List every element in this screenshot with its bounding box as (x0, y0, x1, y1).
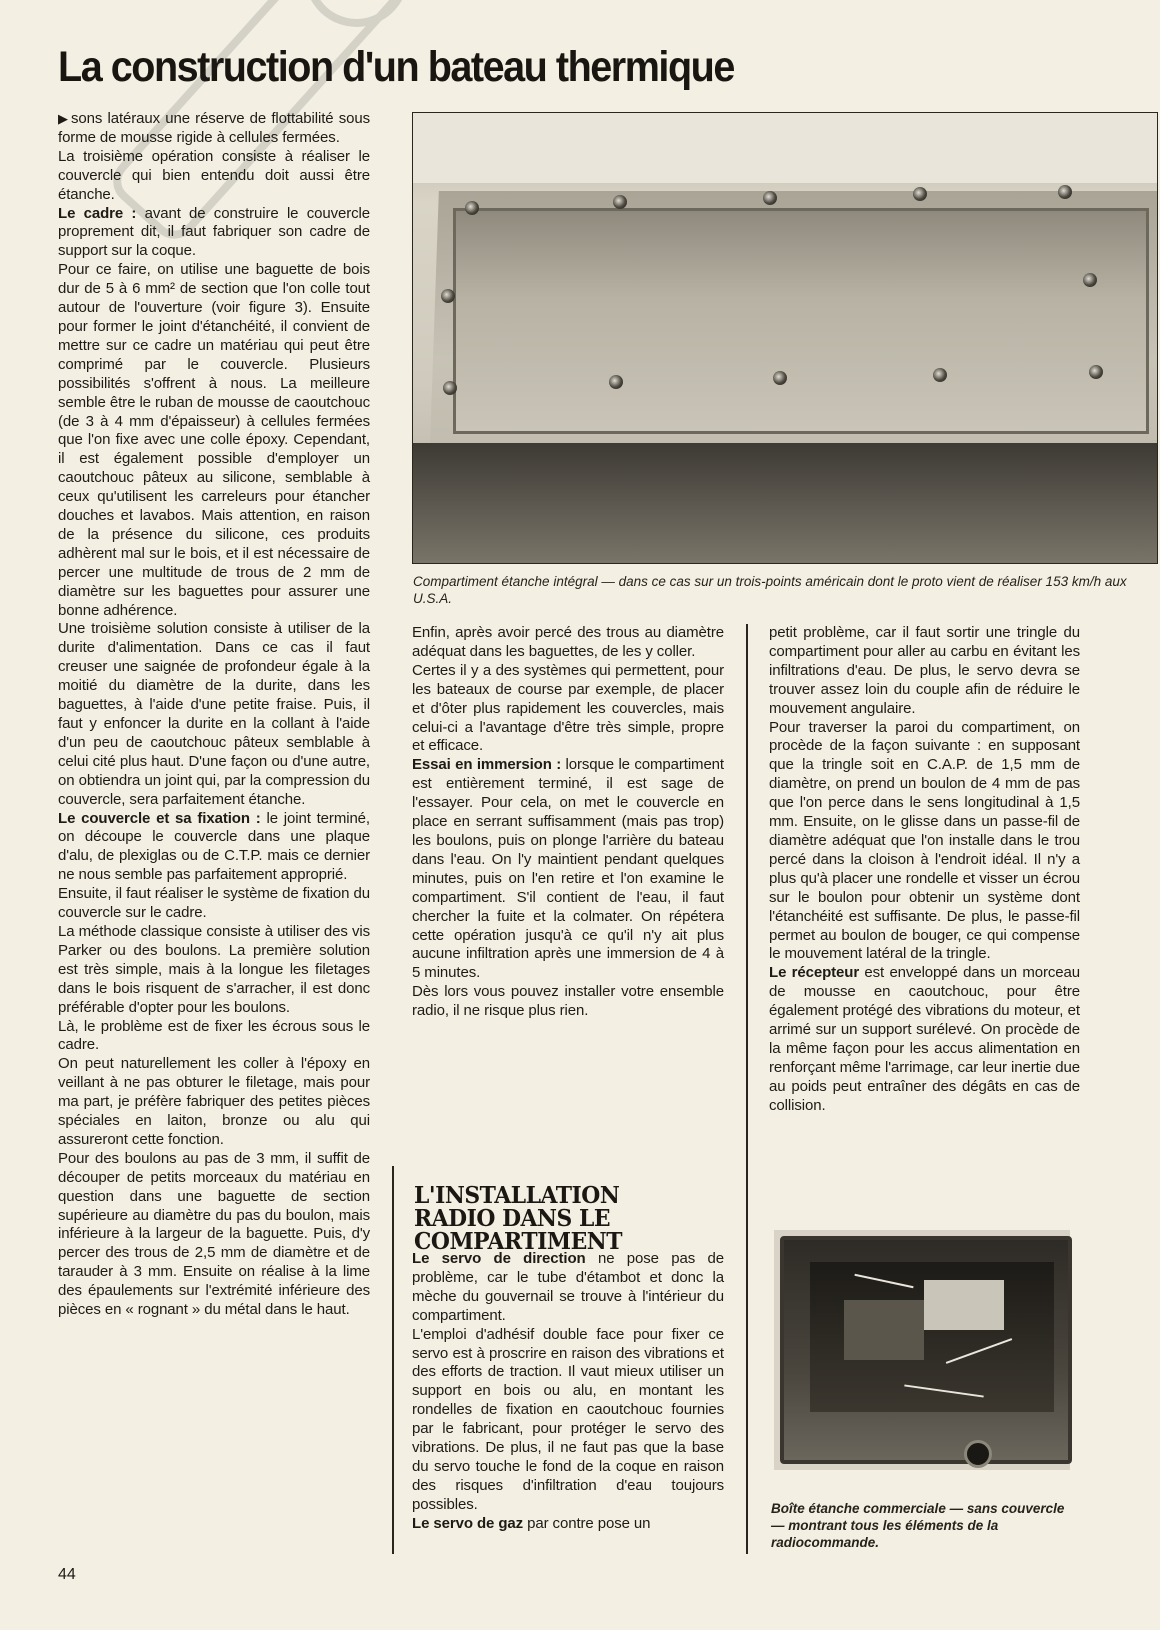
paragraph-text: ne pose pas de problème, car le tube d'étambot et donc la mèche du gouvernail se trouve à l'intérieur du compartiment. (412, 1250, 724, 1324)
paragraph-text: On peut naturellement les coller à l'époxy en veillant à ne pas obturer le filetage, mais pour ma part, je préfère fabriquer des petites pièces spéciales en laiton, bronze ou alu qui assureront cette fonction. (58, 1055, 370, 1148)
photo-caption: Boîte étanche commerciale — sans couvercle — montrant tous les éléments de la radiocommande. (771, 1501, 1065, 1550)
paragraph-text: Certes il y a des systèmes qui permettent, pour les bateaux de course par exemple, de placer et d'ôter plus rapidement les couvercles, mais celui-ci a l'avantage d'être très simple, propre et efficace. (412, 661, 724, 755)
paragraph (58, 1150, 370, 1320)
paragraph-lead: Essai en immersion : (412, 756, 562, 774)
paragraph (58, 885, 370, 923)
paragraph (58, 810, 370, 886)
paragraph-text: Pour traverser la paroi du compartiment, on procède de la façon suivante : en supposant que la tringle soit en C.A.P. de 1,5 mm de diamètre, on prend un boulon de 4 mm de pas que l'on perce dans le sens longitudinal à 1,5 mm. Ensuite, on le glisse dans un passe-fil de diamètre adéquat que l'on installe dans le trou percé dans la cloison à l'endroit idéal. Il n'y a plus qu'à placer une rondelle et visser un écrou sur le boulon pour obtenir un système dont l'étanchéité est suffisante. De plus, le passe-fil permet au boulon de bouger, ce qui compense le mouvement latéral de la tringle. (769, 718, 1080, 963)
paragraph-text: Dès lors vous pouvez installer votre ensemble radio, il ne risque plus rien. (412, 983, 724, 1020)
photo-radio-box (774, 1230, 1070, 1470)
page-title: La construction d'un bateau thermique (58, 43, 734, 91)
paragraph-text: La troisième opération consiste à réaliser le couvercle qui bien entendu doit aussi être étanche. (58, 147, 370, 203)
page-number: 44 (58, 1566, 76, 1583)
paragraph-text: Là, le problème est de fixer les écrous sous le cadre. (58, 1017, 370, 1054)
column-1 (58, 110, 370, 1320)
paragraph (412, 1250, 724, 1326)
paragraph (58, 923, 370, 1018)
paragraph-text: sons latéraux une réserve de flottabilité sous forme de mousse rigide à cellules fermées. (58, 110, 370, 146)
column-2 (412, 624, 724, 1021)
paragraph (412, 1515, 724, 1534)
paragraph (58, 620, 370, 809)
paragraph (412, 624, 724, 662)
paragraph-text: lorsque le compartiment est entièrement terminé, il est sage de l'essayer. Pour cela, on met le couvercle en place en serrant suffisamment (mais pas trop) les boulons, puis on plonge l'arrière du bateau dans l'eau. On l'y maintient pendant quelques minutes, puis on l'en retire et l'on examine le compartiment. S'il contient de l'eau, il faut chercher la fuite et la colmater. On répétera cette opération jusqu'à ce qu'il n'y ait plus aucune infiltration après une immersion de 4 à 5 minutes. (412, 756, 724, 982)
paragraph (58, 261, 370, 620)
paragraph-lead: Le servo de direction (412, 1250, 586, 1267)
column-2-radio (412, 1250, 724, 1534)
paragraph-text: Enfin, après avoir percé des trous au diamètre adéquat dans les baguettes, de les y coller. (412, 624, 724, 660)
paragraph-text: Pour ce faire, on utilise une baguette de bois dur de 5 à 6 mm² de section que l'on colle tout autour de l'ouverture (voir figure 3). Ensuite pour former le joint d'étanchéité, il convient de mettre sur ce cadre un matériau qui peut être comprimé par le couvercle. Plusieurs possibilités s'offrent à nous. La meilleure semble être le ruban de mousse de caoutchouc (de 3 à 4 mm d'épaisseur) à cellules fermées que l'on fixe avec une colle époxy. Cependant, il est également possible d'employer un caoutchouc pâteux au silicone, semblable à ceux qu'utilisent les carreleurs pour étancher douches et lavabos. Mais attention, en raison de la présence du silicone, ces produits adhèrent mal sur le bois, et il est nécessaire de percer une multitude de trous de 2 mm de diamètre sur les baguettes pour assurer une bonne adhérence. (58, 261, 370, 619)
paragraph (412, 662, 724, 757)
paragraph (58, 1018, 370, 1056)
paragraph-text: La méthode classique consiste à utiliser des vis Parker ou des boulons. La première solution est très simple, mais à la longue les filetages dans le bois risquent de s'arracher, il est donc préférable d'opter pour les boulons. (58, 922, 370, 1016)
paragraph (412, 1326, 724, 1515)
continuation-arrow-icon: ▶ (58, 111, 70, 126)
paragraph (58, 205, 370, 262)
paragraph-text: le joint terminé, on découpe le couvercle dans une plaque d'alu, de plexiglas ou de C.T.P. mais ce dernier ne nous semble pas parfaitement approprié. (58, 809, 370, 884)
paragraph-text: L'emploi d'adhésif double face pour fixer ce servo est à proscrire en raison des vibrations et des efforts de traction. Il vaut mieux utiliser un support en bois ou alu, en montant les rondelles de fixation en caoutchouc fournies par le fabricant, pour protéger le servo des vibrations. De plus, il ne faut pas que la base du servo touche le fond de la coque en raison des risques d'infiltration d'eau toujours possibles. (412, 1325, 724, 1513)
paragraph-text: Une troisième solution consiste à utiliser de la durite d'alimentation. Dans ce cas il faut creuser une saignée de profondeur égale à la moitié du diamètre de la durite, dans les baguettes, à l'aide d'une petite fraise. Puis, il faut y enfoncer la durite en la collant à l'aide d'un peu de caoutchouc pâteux semblable à celui cité plus haut. D'une façon ou d'une autre, on obtiendra un joint qui, par la compression du couvercle, sera parfaitement étanche. (58, 620, 370, 808)
photo-compartment (412, 112, 1158, 564)
paragraph-text: avant de construire le couvercle proprement dit, il faut fabriquer son cadre de support sur la coque. (58, 204, 370, 260)
photo-caption: Compartiment étanche intégral — dans ce cas sur un trois-points américain dont le proto vient de réaliser 153 km/h aux U.S.A. (413, 574, 1127, 606)
paragraph (769, 719, 1080, 965)
paragraph (412, 756, 724, 983)
column-3 (769, 624, 1080, 1116)
paragraph (412, 983, 724, 1021)
paragraph-lead: Le cadre : (58, 204, 137, 222)
paragraph-text: par contre pose un (523, 1514, 651, 1532)
paragraph (58, 110, 370, 148)
paragraph (769, 964, 1080, 1115)
column-divider (392, 1166, 394, 1554)
paragraph (58, 148, 370, 205)
paragraph (769, 624, 1080, 719)
paragraph (58, 1055, 370, 1150)
paragraph-lead: Le récepteur (769, 964, 860, 982)
column-divider (746, 624, 748, 1554)
section-heading: L'INSTALLATION RADIO DANS LE COMPARTIMENT (414, 1182, 623, 1256)
paragraph-text: Ensuite, il faut réaliser le système de fixation du couvercle sur le cadre. (58, 885, 370, 922)
paragraph-text: est enveloppé dans un morceau de mousse en caoutchouc, pour être également protégé des vibrations du moteur, et arrimé sur un support surélevé. On procède de la même façon pour les accus alimentation en renforçant même l'arrimage, car leur inertie due au poids peut entraîner des dégâts en cas de collision. (769, 964, 1080, 1114)
paragraph-lead: Le couvercle et sa fixation : (58, 809, 261, 827)
paragraph-lead: Le servo de gaz (412, 1514, 524, 1532)
paragraph-text: petit problème, car il faut sortir une tringle du compartiment pour aller au carbu en évitant les infiltrations d'eau. De plus, le servo devra se trouver assez loin du couple afin de réduire le mouvement angulaire. (769, 624, 1080, 717)
paragraph-text: Pour des boulons au pas de 3 mm, il suffit de découper de petits morceaux du matériau en question dans une baguette de section supérieure au diamètre du pas du boulon, mais inférieure à la largeur de la baguette. Puis, d'y percer des trous de 2,5 mm de diamètre et de tarauder à 3 mm. Ensuite on réalise à la lime des épaulements sur l'extrémité inférieure des pièces en « rognant » du métal dans le haut. (58, 1149, 370, 1319)
